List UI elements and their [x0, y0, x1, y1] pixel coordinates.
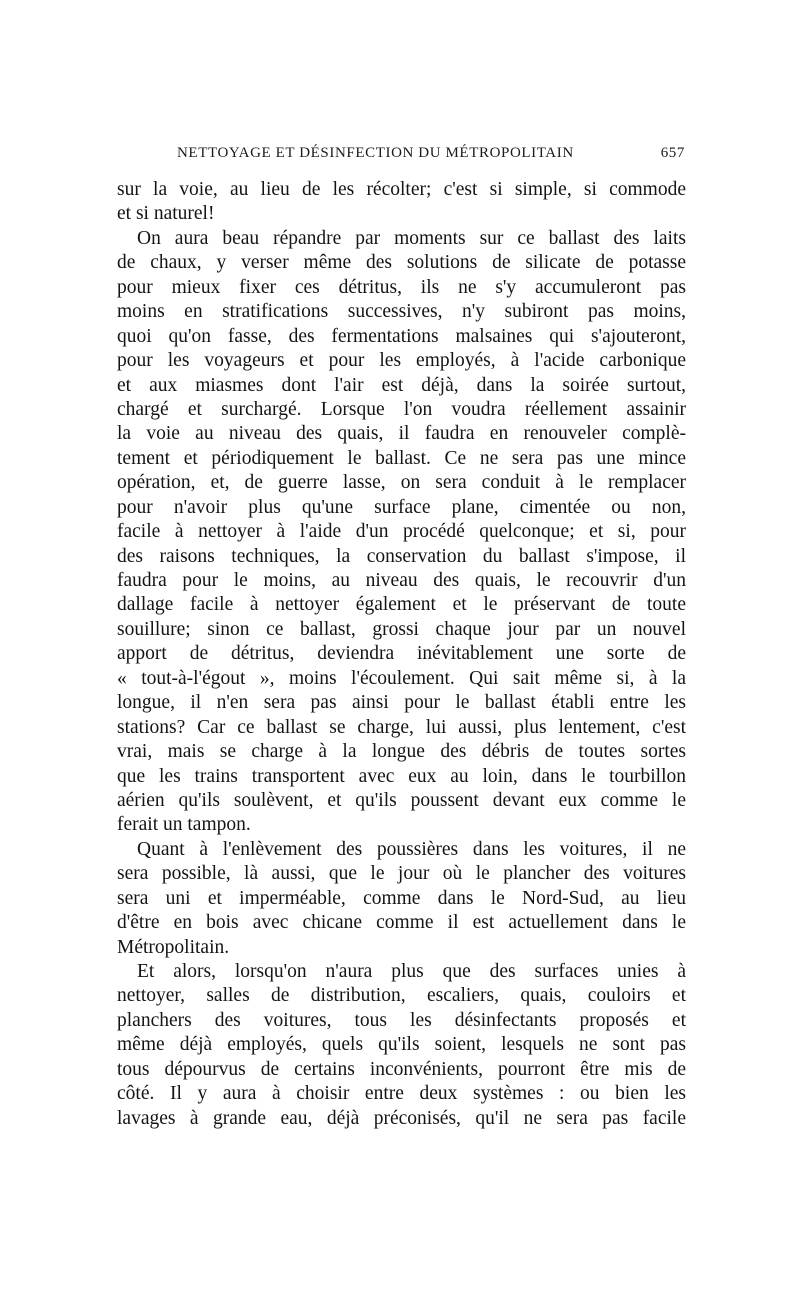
text-line: tous dépourvus de certains inconvénients, pourront être mis de	[117, 1058, 686, 1080]
text-line: des raisons techniques, la conservation du ballast s'impose, il	[117, 545, 686, 567]
running-header	[177, 145, 685, 165]
text-line: apport de détritus, deviendra inévitablement une sorte de	[117, 643, 686, 665]
text-line: faudra pour le moins, au niveau des quais, le recouvrir d'un	[117, 570, 686, 591]
text-line: longue, il n'en sera pas ainsi pour le ballast établi entre les	[117, 692, 686, 714]
text-line: pour n'avoir plus qu'une surface plane, cimentée ou non,	[117, 496, 686, 518]
text-line: tement et périodiquement le ballast. Ce ne sera pas une mince	[117, 447, 686, 469]
text-line: côté. Il y aura à choisir entre deux systèmes : ou bien les	[117, 1083, 686, 1105]
text-line: dallage facile à nettoyer également et le préservant de toute	[117, 594, 686, 616]
text-line: opération, et, de guerre lasse, on sera conduit à le remplacer	[117, 472, 686, 494]
text-line: sera uni et imperméable, comme dans le Nord-Sud, au lieu	[117, 887, 686, 909]
text-line: quoi qu'on fasse, des fermentations malsaines qui s'ajouteront,	[117, 325, 686, 347]
text-line: et aux miasmes dont l'air est déjà, dans la soirée surtout,	[117, 374, 686, 396]
text-line: de chaux, y verser même des solutions de silicate de potasse	[117, 252, 686, 274]
text-line: sur la voie, au lieu de les récolter; c'est si simple, si commode	[117, 179, 686, 200]
body-text	[117, 178, 686, 1131]
text-line: que les trains transportent avec eux au loin, dans le tourbillon	[117, 765, 686, 787]
page-number: 657	[660, 145, 685, 161]
text-line: planchers des voitures, tous les désinfectants proposés et	[117, 1009, 686, 1031]
text-line: d'être en bois avec chicane comme il est actuellement dans le	[117, 912, 686, 934]
paragraph-start-line: Et alors, lorsqu'on n'aura plus que des surfaces unies à	[137, 961, 686, 982]
text-line: nettoyer, salles de distribution, escaliers, quais, couloirs et	[117, 985, 686, 1007]
text-line: chargé et surchargé. Lorsque l'on voudra réellement assainir	[117, 398, 686, 420]
text-line: Métropolitain.	[117, 936, 230, 958]
text-line: la voie au niveau des quais, il faudra en renouveler complè-	[117, 423, 686, 445]
text-line: même déjà employés, quels qu'ils soient, lesquels ne sont pas	[117, 1034, 686, 1056]
text-line: vrai, mais se charge à la longue des débris de toutes sortes	[117, 741, 686, 763]
text-line: facile à nettoyer à l'aide d'un procédé quelconque; et si, pour	[117, 521, 686, 543]
paragraph-start-line: On aura beau répandre par moments sur ce ballast des laits	[137, 227, 686, 249]
text-line: pour les voyageurs et pour les employés, à l'acide carbonique	[117, 350, 686, 372]
text-line: lavages à grande eau, déjà préconisés, qu'il ne sera pas facile	[117, 1107, 686, 1129]
text-line: stations? Car ce ballast se charge, lui aussi, plus lentement, c'est	[117, 716, 686, 738]
text-line: et si naturel!	[117, 203, 215, 225]
text-line: aérien qu'ils soulèvent, et qu'ils poussent devant eux comme le	[117, 789, 686, 811]
text-line: pour mieux fixer ces détritus, ils ne s'y accumuleront pas	[117, 276, 686, 298]
text-line: ferait un tampon.	[117, 814, 251, 836]
text-line: « tout-à-l'égout », moins l'écoulement. Qui sait même si, à la	[117, 667, 686, 689]
text-line: sera possible, là aussi, que le jour où le plancher des voitures	[117, 863, 686, 885]
running-title: NETTOYAGE ET DÉSINFECTION DU MÉTROPOLITAIN	[177, 145, 574, 161]
text-line: souillure; sinon ce ballast, grossi chaque jour par un nouvel	[117, 618, 686, 640]
paragraph-start-line: Quant à l'enlèvement des poussières dans les voitures, il ne	[137, 838, 686, 860]
text-line: moins en stratifications successives, n'y subiront pas moins,	[117, 301, 686, 323]
